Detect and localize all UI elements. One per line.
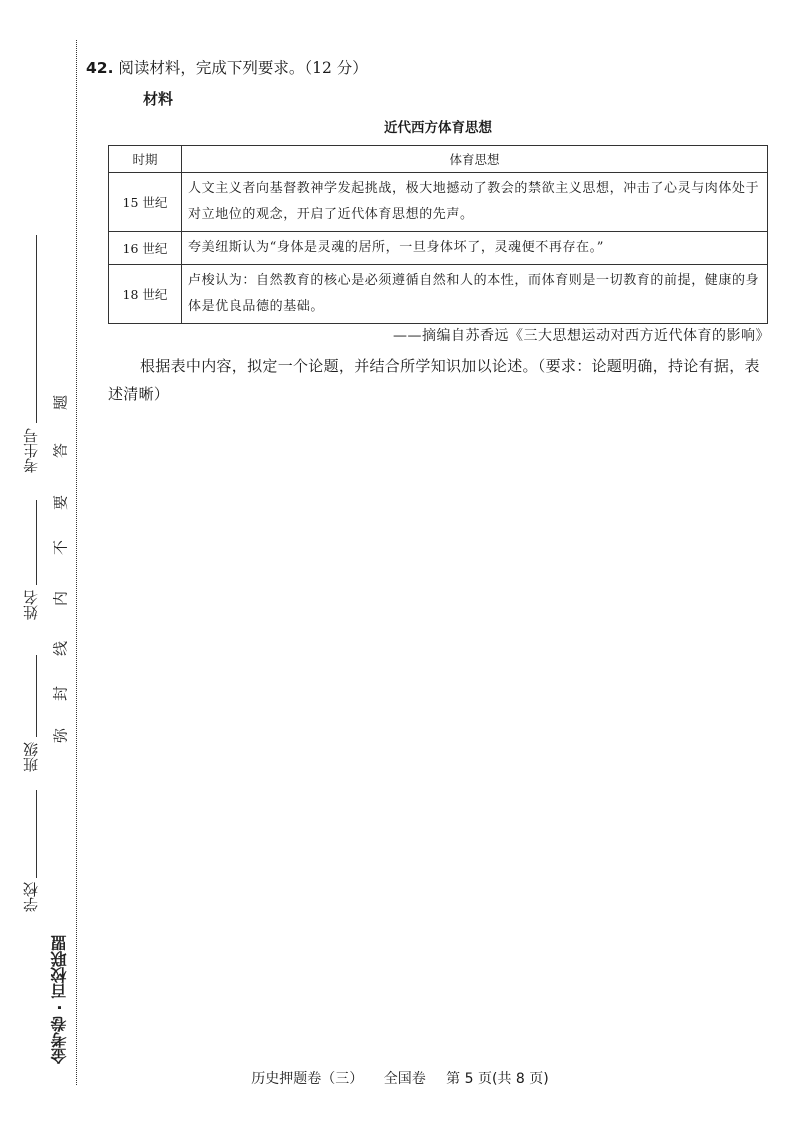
seal-char: 内 (51, 591, 70, 607)
name-label: 姓名 (22, 590, 40, 620)
paper-scope: 全国卷 (383, 1071, 426, 1087)
material-source: ——摘编自苏香远《三大思想运动对西方近代体育的影响》 (393, 328, 770, 344)
seal-char: 线 (51, 641, 70, 657)
period-cell: 16 世纪 (109, 232, 182, 265)
page-number: 第 5 页(共 8 页) (446, 1071, 549, 1087)
page-footer (0, 1068, 800, 1088)
column-header-period: 时期 (109, 146, 182, 173)
sports-thought-table (108, 145, 768, 324)
exam-brand: 金考卷 · 百校联盟 (50, 935, 69, 1065)
binding-dotted-line (76, 40, 77, 1085)
seal-char: 封 (51, 686, 70, 702)
question-header (86, 56, 368, 78)
table-title: 近代西方体育思想 (384, 120, 492, 136)
column-header-idea: 体育思想 (182, 146, 768, 173)
idea-cell: 夸美纽斯认为“身体是灵魂的居所，一旦身体坏了，灵魂便不再存在。” (182, 232, 768, 265)
name-blank[interactable] (36, 500, 37, 585)
seal-char: 答 (51, 443, 70, 459)
table-header-row (109, 146, 768, 173)
table-row (109, 232, 768, 265)
material-label: 材料 (143, 90, 174, 108)
question-instruction: 阅读材料，完成下列要求。（12 分） (118, 59, 368, 77)
school-blank[interactable] (36, 790, 37, 878)
exam-number-blank[interactable] (36, 235, 37, 423)
class-blank[interactable] (36, 655, 37, 737)
idea-cell: 卢梭认为：自然教育的核心是必须遵循自然和人的本性，而体育则是一切教育的前提，健康的身体是优良品德的基础。 (182, 265, 768, 324)
period-cell: 15 世纪 (109, 173, 182, 232)
period-cell: 18 世纪 (109, 265, 182, 324)
paper-title: 历史押题卷（三） (251, 1071, 364, 1087)
seal-char: 弥 (51, 728, 70, 744)
idea-cell: 人文主义者向基督教神学发起挑战，极大地撼动了教会的禁欲主义思想，冲击了心灵与肉体处于对立地位的观念，开启了近代体育思想的先声。 (182, 173, 768, 232)
exam-number-label: 考生号 (22, 428, 40, 473)
seal-char: 要 (51, 495, 70, 511)
question-number: 42. (86, 59, 114, 77)
school-label: 学校 (22, 882, 40, 912)
seal-char: 题 (51, 395, 70, 411)
table-row (109, 173, 768, 232)
question-prompt: 根据表中内容，拟定一个论题，并结合所学知识加以论述。（要求：论题明确，持论有据，表述清晰） (108, 357, 760, 403)
table-row (109, 265, 768, 324)
seal-char: 不 (51, 540, 70, 556)
class-label: 班级 (22, 742, 40, 772)
